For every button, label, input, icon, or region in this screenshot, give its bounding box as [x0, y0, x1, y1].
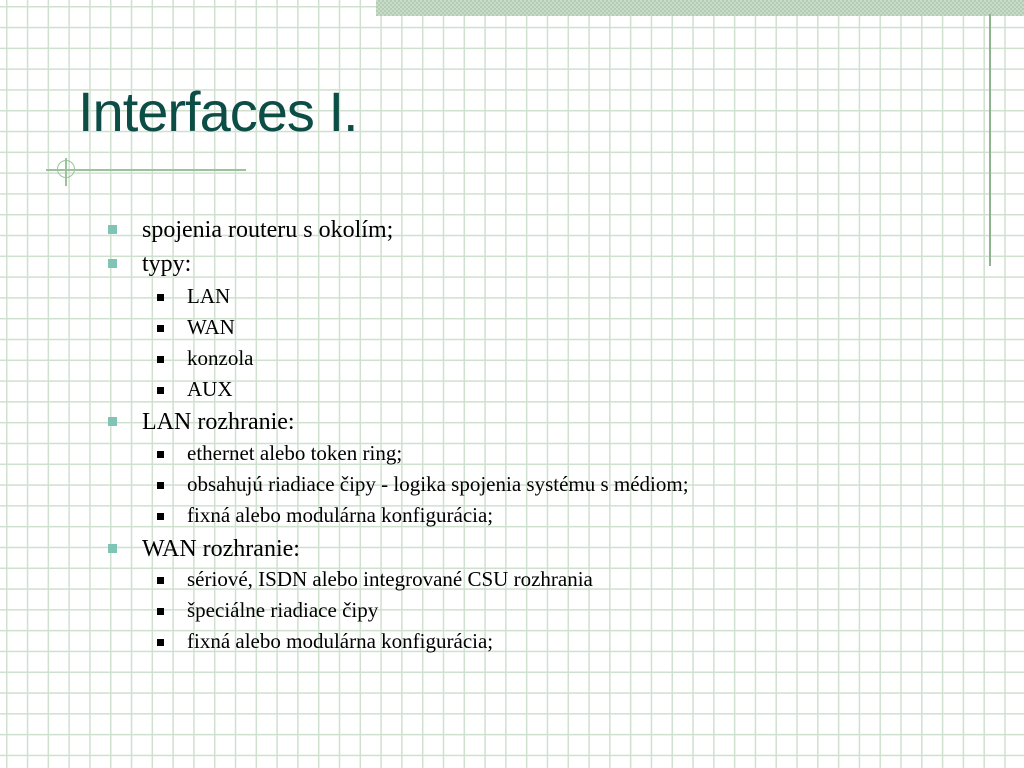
- bullet-item-level1: [142, 410, 295, 434]
- bullet-item-level2: [187, 631, 493, 652]
- square-bullet-icon: [157, 639, 164, 646]
- square-bullet-icon: [157, 608, 164, 615]
- bullet-text: LAN: [187, 284, 231, 308]
- bullet-item-level2: [187, 317, 235, 338]
- square-bullet-icon: [108, 544, 117, 553]
- square-bullet-icon: [108, 417, 117, 426]
- bullet-text: LAN rozhranie:: [142, 409, 295, 435]
- square-bullet-icon: [157, 577, 164, 584]
- bullet-text: špeciálne riadiace čipy: [187, 598, 379, 622]
- bullet-item-level2: [187, 600, 378, 621]
- square-bullet-icon: [157, 325, 164, 332]
- bullet-text: WAN: [187, 315, 235, 339]
- bullet-item-level2: [187, 443, 402, 464]
- slide-title: Interfaces I.: [78, 80, 358, 143]
- bullet-item-level2: [187, 474, 689, 495]
- square-bullet-icon: [157, 513, 164, 520]
- bullet-text: sériové, ISDN alebo integrované CSU rozhrania: [187, 567, 593, 591]
- square-bullet-icon: [157, 482, 164, 489]
- bullet-text: fixná alebo modulárna konfigurácia;: [187, 629, 494, 653]
- bullet-item-level2: [187, 286, 230, 307]
- bullet-text: fixná alebo modulárna konfigurácia;: [187, 503, 494, 527]
- bullet-text: typy:: [142, 251, 192, 277]
- bullet-text: ethernet alebo token ring;: [187, 441, 403, 465]
- title-underline: [46, 169, 246, 171]
- square-bullet-icon: [108, 225, 117, 234]
- title-underline-ring-icon: [57, 160, 75, 178]
- bullet-item-level2: [187, 348, 253, 369]
- bullet-item-level2: [187, 569, 593, 590]
- bullet-item-level1: [142, 537, 300, 561]
- bullet-item-level1: [142, 252, 191, 276]
- square-bullet-icon: [157, 294, 164, 301]
- decorative-right-rule: [989, 14, 991, 266]
- square-bullet-icon: [157, 451, 164, 458]
- square-bullet-icon: [108, 259, 117, 268]
- bullet-text: obsahujú riadiace čipy - logika spojenia systému s médiom;: [187, 472, 689, 496]
- decorative-top-band: [376, 0, 1024, 16]
- bullet-text: AUX: [187, 377, 233, 401]
- square-bullet-icon: [157, 387, 164, 394]
- square-bullet-icon: [157, 356, 164, 363]
- bullet-text: WAN rozhranie:: [142, 536, 300, 562]
- bullet-item-level2: [187, 505, 493, 526]
- bullet-item-level2: [187, 379, 233, 400]
- bullet-item-level1: [142, 218, 393, 242]
- bullet-text: spojenia routeru s okolím;: [142, 217, 394, 243]
- bullet-text: konzola: [187, 346, 254, 370]
